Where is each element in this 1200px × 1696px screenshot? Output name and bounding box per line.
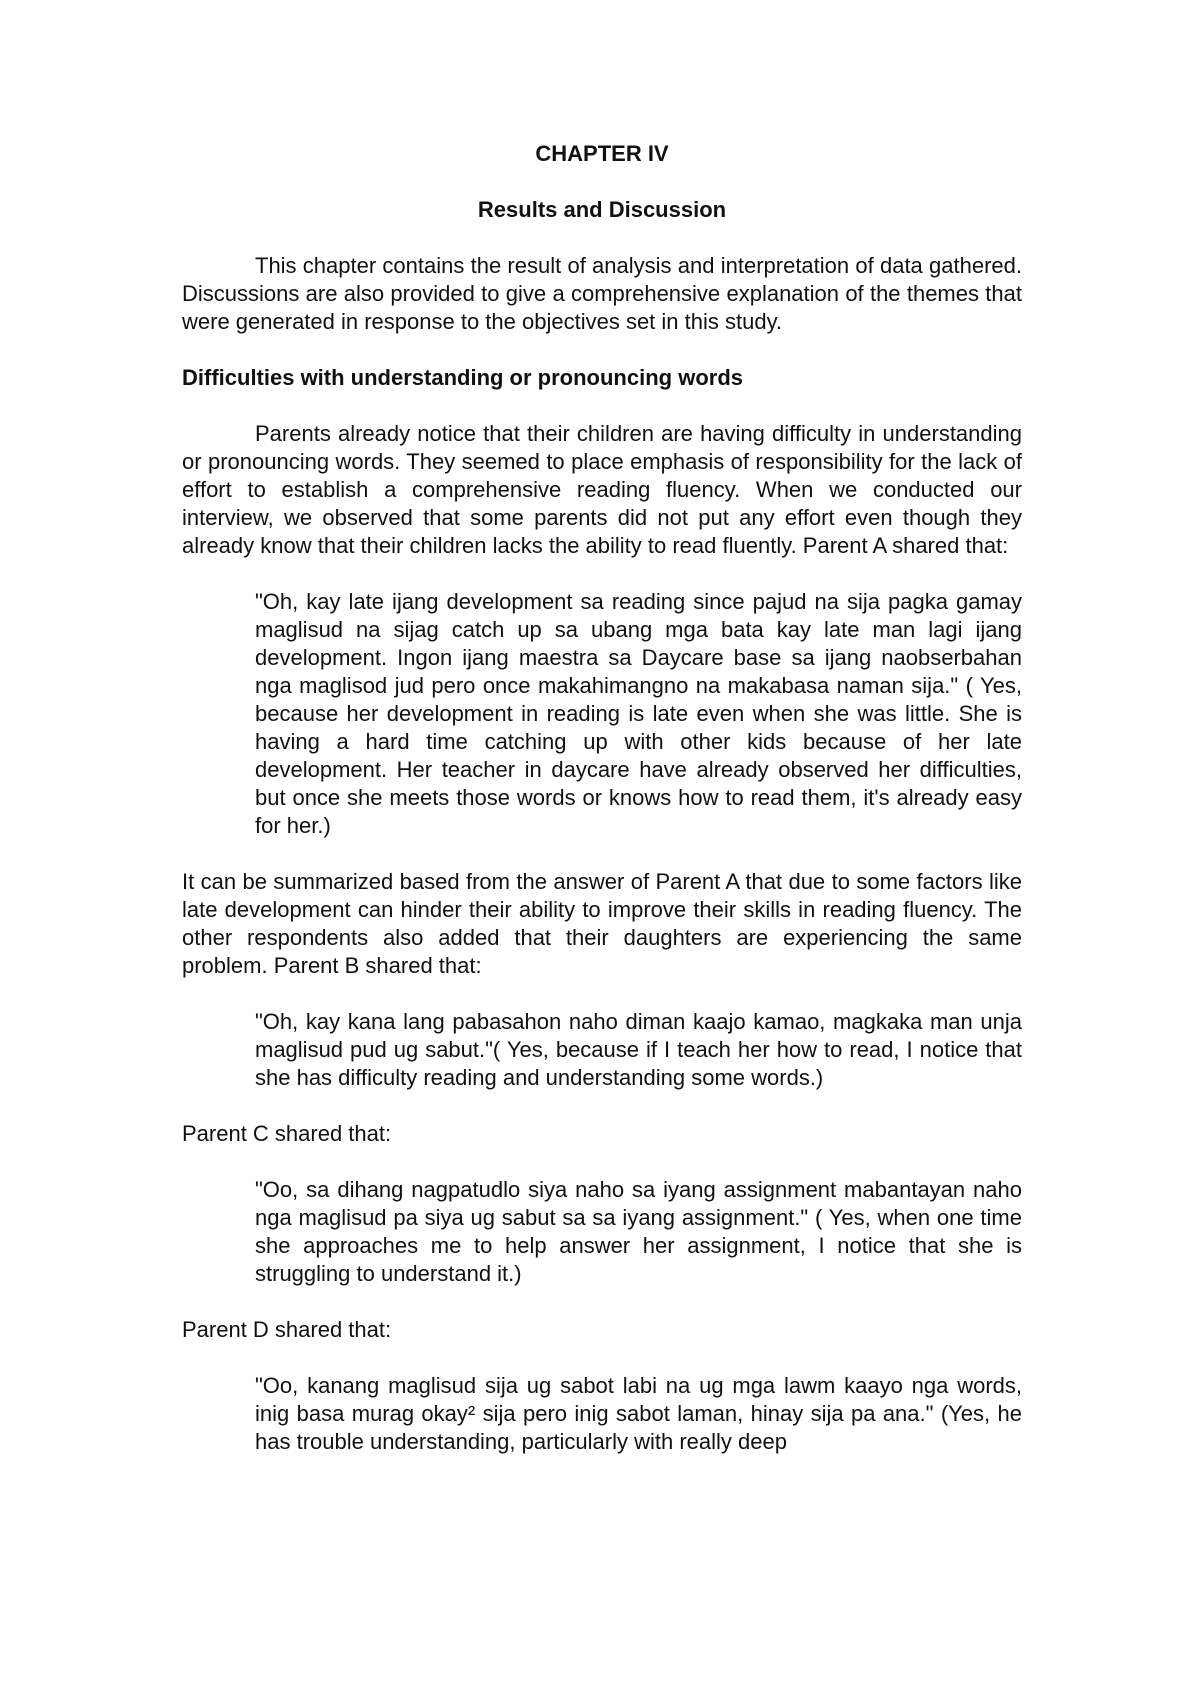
quote-parent-b: "Oh, kay kana lang pabasahon naho diman kaajo kamao, magkaka man unja maglisud pud ug sabut."( Yes, because if I teach her how to read, I notice that she has difficulty reading and understanding some words.) — [255, 1009, 1022, 1090]
page-content — [182, 140, 1022, 1484]
section-heading: Difficulties with understanding or pronouncing words — [182, 365, 743, 390]
parent-d-intro: Parent D shared that: — [182, 1317, 392, 1342]
summary-paragraph: It can be summarized based from the answer of Parent A that due to some factors like late development can hinder their ability to improve their skills in reading fluency. The other respondents also added that their daughters are experiencing the same problem. Parent B shared that: — [182, 869, 1022, 978]
quote-parent-c: "Oo, sa dihang nagpatudlo siya naho sa iyang assignment mabantayan naho nga maglisud pa siya ug sabut sa sa iyang assignment." ( Yes, when one time she approaches me to help answer her assignment, I notice that she is struggling to understand it.) — [255, 1177, 1022, 1286]
section-paragraph: Parents already notice that their children are having difficulty in understanding or pronouncing words. They seemed to place emphasis of responsibility for the lack of effort to establish a comprehensive reading fluency. When we conducted our interview, we observed that some parents did not put any effort even though they already know that their children lacks the ability to read fluently. Parent A shared that: — [182, 421, 1022, 558]
chapter-subtitle: Results and Discussion — [477, 197, 727, 222]
quote-parent-d: "Oo, kanang maglisud sija ug sabot labi na ug mga lawm kaayo nga words, inig basa murag okay² sija pero inig sabot laman, hinay sija pa ana." (Yes, he has trouble understanding, particularly with really deep — [255, 1373, 1022, 1454]
quote-parent-a: "Oh, kay late ijang development sa reading since pajud na sija pagka gamay maglisud na sijag catch up sa ubang mga bata kay late man lagi ijang development. Ingon ijang maestra sa Daycare base sa ijang naobserbahan nga maglisod jud pero once makahimangno na makabasa naman sija." ( Yes, because her development in reading is late even when she was little. She is having a hard time catching up with other kids because of her late development. Her teacher in daycare have already observed her difficulties, but once she meets those words or knows how to read them, it's already easy for her.) — [255, 589, 1022, 838]
intro-paragraph: This chapter contains the result of analysis and interpretation of data gathered. Discussions are also provided to give a comprehensive explanation of the themes that were generated in response to the objectives set in this study. — [182, 253, 1022, 334]
chapter-title: CHAPTER IV — [535, 141, 669, 166]
parent-c-intro: Parent C shared that: — [182, 1121, 392, 1146]
